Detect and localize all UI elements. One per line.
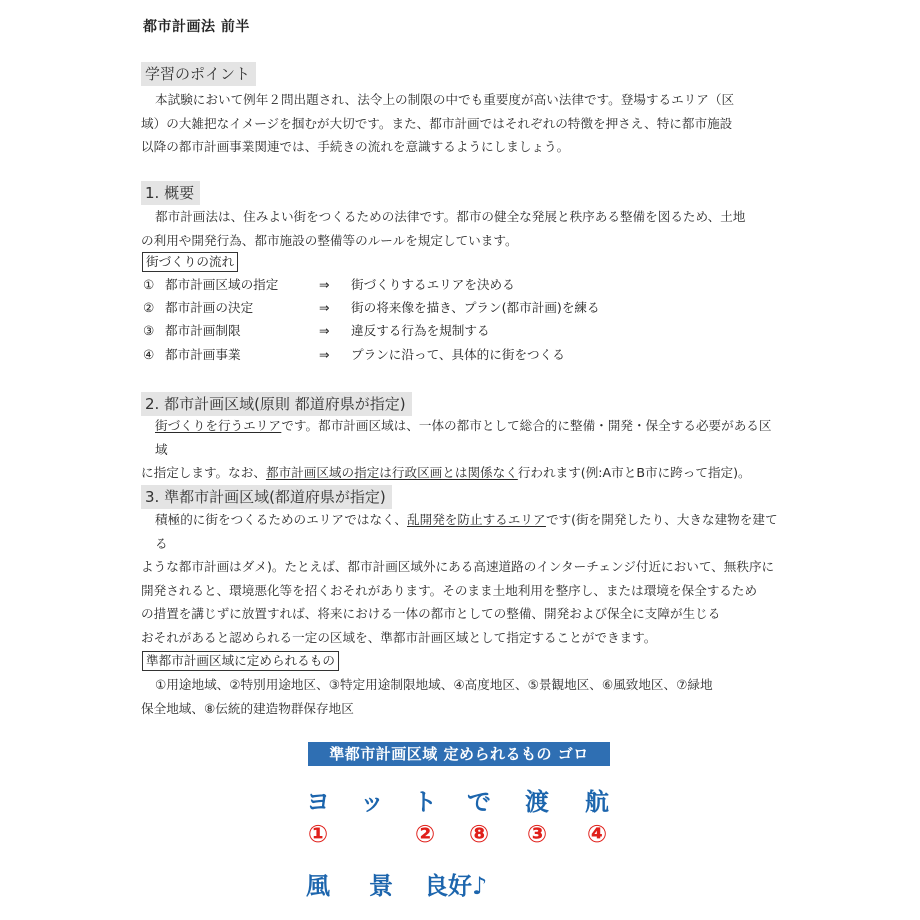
- text-span: 積極的に街をつくるためのエリアではなく、: [155, 512, 408, 527]
- step-label: 都市計画事業: [165, 347, 241, 362]
- underlined-phrase: 都市計画区域の指定は行政区画とは関係なく: [265, 465, 518, 480]
- arrow-icon: ⇒: [319, 323, 330, 338]
- step-label: 都市計画の決定: [165, 300, 254, 315]
- step-number: ①: [143, 277, 155, 292]
- goro-char: で: [467, 788, 491, 816]
- underlined-phrase: 乱開発を防止するエリア: [407, 512, 546, 527]
- text-span: 行われます(例:A市とB市に跨って指定)。: [517, 465, 751, 480]
- city-planning-area-heading: 2. 都市計画区域(原則 都道府県が指定): [141, 392, 412, 416]
- text-line: 域）の大雑把なイメージを掴むが大切です。また、都市計画ではそれぞれの特徴を押さえ、特に都市施設: [141, 115, 733, 131]
- text-line: [141, 461, 781, 485]
- text-line: ①用途地域、②特別用途地区、③特定用途制限地域、④高度地区、⑤景観地区、⑥風致地区、⑦緑地: [155, 677, 713, 692]
- arrow-icon: ⇒: [319, 277, 330, 292]
- goro-char: 航: [585, 788, 609, 816]
- goro-banner: 準都市計画区域 定められるもの ゴロ: [308, 742, 610, 766]
- goro-char: 良好♪: [424, 872, 488, 900]
- text-line: の利用や開発行為、都市施設の整備等のルールを規定しています。: [141, 232, 518, 248]
- goro-number: ④: [586, 820, 608, 848]
- text-line: ような都市計画はダメ)。たとえば、都市計画区域外にある高速道路のインターチェンジ付近において、無秩序に: [141, 559, 775, 574]
- text-line: 以降の都市計画事業関連では、手続きの流れを意識するようにしましょう。: [141, 139, 570, 154]
- underlined-phrase: 街づくりを行うエリア: [155, 418, 282, 433]
- goro-number: ①: [307, 820, 329, 848]
- text-line: 保全地域、⑧伝統的建造物群保存地区: [141, 700, 354, 716]
- step-description: 街づくりするエリアを決める: [351, 277, 515, 292]
- arrow-icon: ⇒: [319, 300, 330, 315]
- flow-label-box: 街づくりの流れ: [142, 252, 238, 272]
- goro-char: ト: [413, 788, 437, 816]
- text-span: です。都市計画区域は、一体の都市として総合的に整備・開発・保全する必要がある区域: [155, 418, 772, 457]
- step-description: プランに沿って、具体的に街をつくる: [351, 347, 565, 362]
- overview-text: [141, 205, 781, 252]
- text-span: に指定します。なお、: [141, 465, 266, 480]
- text-line: [141, 414, 781, 461]
- text-line: おそれがあると認められる一定の区域を、準都市計画区域として指定することができます。: [141, 629, 657, 645]
- quasi-area-list-label: 準都市計画区域に定められるもの: [142, 651, 339, 671]
- text-line: の措置を講じずに放置すれば、将来における一体の都市としての整備、開発および保全に支障が生じる: [141, 606, 721, 621]
- step-number: ④: [143, 347, 155, 362]
- text-span: です(街を開発したり、大きな建物を建てる: [155, 512, 778, 551]
- quasi-area-list: [141, 673, 781, 720]
- text-line: 開発されると、環境悪化等を招くおそれがあります。そのまま土地利用を整序し、または環境を保全するため: [141, 582, 758, 598]
- step-description: 街の将来像を描き、プラン(都市計画)を練る: [351, 300, 600, 315]
- learning-points-text: [141, 88, 781, 159]
- goro-char: 景: [369, 872, 393, 900]
- step-label: 都市計画制限: [165, 323, 241, 338]
- goro-char: ヨ: [306, 788, 330, 816]
- arrow-icon: ⇒: [319, 347, 330, 362]
- goro-char: ッ: [360, 788, 384, 816]
- text-line: 本試験において例年２問出題され、法令上の制限の中でも重要度が高い法律です。登場するエリア（区: [155, 92, 735, 107]
- text-line: [141, 508, 781, 555]
- city-planning-area-text: [141, 414, 781, 485]
- goro-char: 風: [306, 872, 330, 900]
- goro-number: ⑧: [468, 820, 490, 848]
- text-line: 都市計画法は、住みよい街をつくるための法律です。都市の健全な発展と秩序ある整備を図るため、土地: [155, 209, 746, 224]
- step-description: 違反する行為を規制する: [351, 323, 490, 338]
- page-title: 都市計画法 前半: [143, 19, 250, 35]
- quasi-city-planning-area-text: [141, 508, 781, 649]
- step-label: 都市計画区域の指定: [165, 277, 279, 292]
- overview-heading: 1. 概要: [141, 181, 200, 205]
- goro-number: ③: [526, 820, 548, 848]
- learning-points-heading: 学習のポイント: [141, 62, 256, 86]
- goro-number: ②: [414, 820, 436, 848]
- quasi-city-planning-area-heading: 3. 準都市計画区域(都道府県が指定): [141, 485, 392, 509]
- step-number: ②: [143, 300, 155, 315]
- goro-char: 渡: [525, 788, 549, 816]
- step-number: ③: [143, 323, 155, 338]
